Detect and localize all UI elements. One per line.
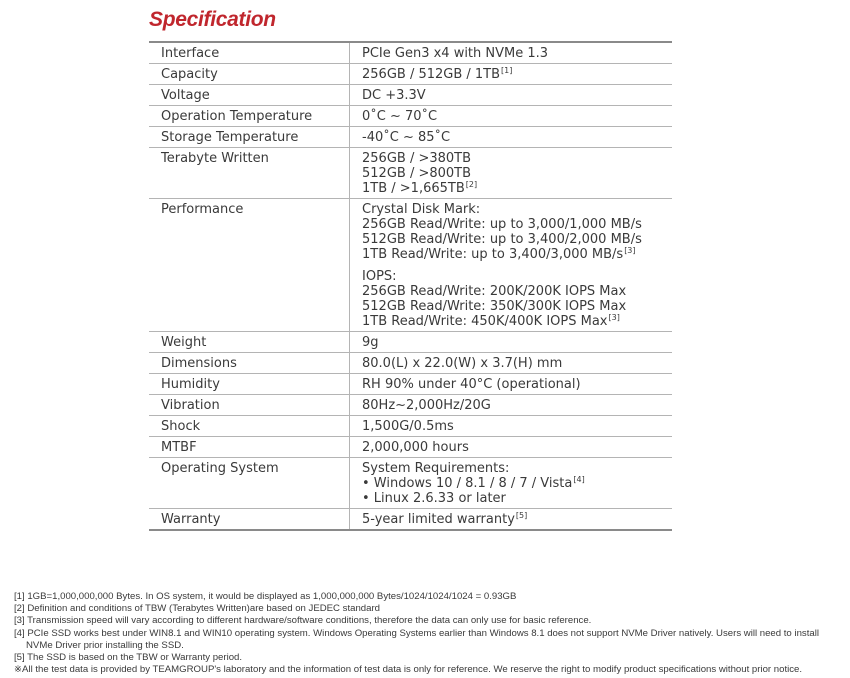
iops-line-last [362, 314, 672, 329]
footnote-2: [2] Definition and conditions of TBW (Terabytes Written)are based on JEDEC standard [14, 603, 380, 615]
table-row [149, 64, 672, 85]
table-row [149, 85, 672, 106]
row-value-shock: 1,500G/0.5ms [350, 416, 673, 437]
warranty-text: 5-year limited warranty [362, 512, 515, 527]
row-label-mtbf: MTBF [161, 440, 197, 455]
crystal-line: 256GB Read/Write: up to 3,000/1,000 MB/s [362, 217, 642, 232]
row-value-interface: PCIe Gen3 x4 with NVMe 1.3 [350, 42, 673, 64]
row-label-operation-temperature: Operation Temperature [161, 109, 313, 124]
row-label-dimensions: Dimensions [161, 356, 237, 371]
table-row [149, 374, 672, 395]
table-row [149, 42, 672, 64]
table-row [149, 199, 672, 332]
table-row [149, 395, 672, 416]
footnote-1: [1] 1GB=1,000,000,000 Bytes. In OS system, it would be displayed as 1,000,000,000 Bytes/1024/1024/1024 = 0.93GB [14, 591, 517, 602]
table-row [149, 509, 672, 531]
tbw-line-last [362, 181, 672, 196]
row-label-performance: Performance [161, 202, 244, 217]
row-label-operating-system: Operating System [161, 461, 279, 476]
row-label-weight: Weight [161, 335, 207, 350]
iops-line: 512GB Read/Write: 350K/300K IOPS Max [362, 299, 627, 314]
capacity-text: 256GB / 512GB / 1TB [362, 67, 501, 82]
crystal-heading: Crystal Disk Mark: [362, 202, 481, 217]
iops-heading: IOPS: [362, 269, 397, 284]
row-label-humidity: Humidity [161, 377, 220, 392]
row-value-operating-system [350, 458, 673, 509]
row-value-weight: 9g [350, 332, 673, 353]
row-label-vibration: Vibration [161, 398, 220, 413]
row-value-voltage: DC +3.3V [350, 85, 673, 106]
table-row [149, 332, 672, 353]
crystal-line-last [362, 247, 672, 262]
footnote-3: [3] Transmission speed will vary according to different hardware/software conditions, therefore the data can only use for basic reference. [14, 615, 592, 627]
table-row [149, 353, 672, 374]
table-row [149, 458, 672, 509]
row-label-warranty: Warranty [161, 512, 221, 527]
footnote-4: [4] PCIe SSD works best under WIN8.1 and WIN10 operating system. Windows Operating Systems earlier than Windows 8.1 does not support NVMe Driver natively. Users will need to install [14, 627, 819, 639]
tbw-line: 256GB / >380TB [362, 151, 472, 166]
table-row [149, 416, 672, 437]
row-label-voltage: Voltage [161, 88, 210, 103]
table-row [149, 127, 672, 148]
footnotes [14, 591, 844, 676]
row-value-operation-temperature: 0˚C ~ 70˚C [350, 106, 673, 127]
spacer [362, 262, 672, 269]
table-row [149, 437, 672, 458]
table-row [149, 148, 672, 199]
row-value-vibration: 80Hz~2,000Hz/20G [350, 395, 673, 416]
table-row [149, 106, 672, 127]
footnote-5: [5] The SSD is based on the TBW or Warranty period. [14, 652, 243, 664]
row-value-terabyte-written [350, 148, 673, 199]
row-value-performance [350, 199, 673, 332]
footnote-ref: [5] [515, 511, 528, 520]
row-label-storage-temperature: Storage Temperature [161, 130, 299, 145]
row-value-mtbf: 2,000,000 hours [350, 437, 673, 458]
iops-line: 256GB Read/Write: 200K/200K IOPS Max [362, 284, 627, 299]
row-label-interface: Interface [161, 46, 220, 61]
footnote-ref: [3] [608, 313, 620, 322]
footnote-ref: [3] [624, 246, 636, 255]
row-label-capacity: Capacity [161, 67, 218, 82]
tbw-line: 512GB / >800TB [362, 166, 472, 181]
os-text: • Windows 10 / 8.1 / 8 / 7 / Vista [362, 476, 573, 491]
footnote-ref: [2] [465, 180, 478, 189]
row-value-dimensions: 80.0(L) x 22.0(W) x 3.7(H) mm [350, 353, 673, 374]
row-label-terabyte-written: Terabyte Written [161, 151, 269, 166]
row-value-capacity [350, 64, 673, 85]
disclaimer-note: ※All the test data is provided by TEAMGROUP's laboratory and the information of test data is only for reference. We reserve the right to modify product specifications without prior notice. [14, 664, 803, 676]
spec-table [149, 41, 672, 531]
row-value-warranty [350, 509, 673, 531]
crystal-line: 512GB Read/Write: up to 3,400/2,000 MB/s [362, 232, 642, 247]
footnote-ref: [1] [501, 66, 513, 75]
os-line-linux: • Linux 2.6.33 or later [362, 491, 506, 506]
iops-text: 1TB Read/Write: 450K/400K IOPS Max [362, 314, 608, 329]
footnote-4-continued: NVMe Driver prior installing the SSD. [26, 639, 184, 651]
tbw-text: 1TB / >1,665TB [362, 181, 465, 196]
row-value-storage-temperature: -40˚C ~ 85˚C [350, 127, 673, 148]
footnote-ref: [4] [573, 475, 585, 484]
os-line-windows [362, 476, 672, 491]
row-label-shock: Shock [161, 419, 201, 434]
os-heading: System Requirements: [362, 461, 510, 476]
page-title: Specification [149, 8, 276, 31]
row-value-humidity: RH 90% under 40°C (operational) [350, 374, 673, 395]
crystal-text: 1TB Read/Write: up to 3,400/3,000 MB/s [362, 247, 624, 262]
